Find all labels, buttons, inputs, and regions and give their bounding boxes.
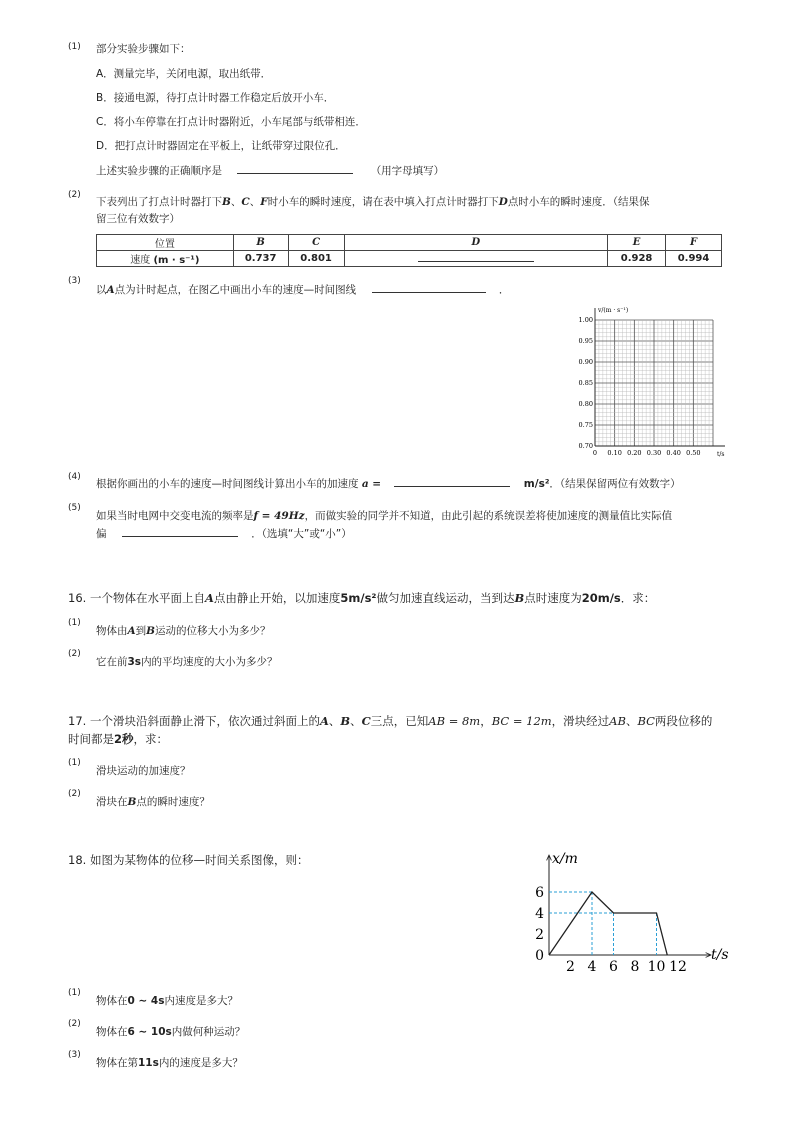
- part-number: (3): [68, 1050, 81, 1060]
- table-cell: 0.801: [288, 251, 344, 267]
- d-speed-blank[interactable]: [418, 253, 534, 262]
- table-cell: 0.928: [608, 251, 666, 267]
- text-run: 点的瞬时速度？: [136, 796, 210, 808]
- text-run: 内速度是多大？: [164, 995, 238, 1007]
- part-text: [96, 654, 278, 669]
- part-number: (1): [68, 618, 81, 628]
- text-run: ．求：: [620, 591, 656, 605]
- point-c: C: [361, 714, 371, 728]
- x-tick-label: 10: [647, 959, 666, 975]
- table-header-cell: C: [288, 235, 344, 251]
- text-run: 、: [328, 714, 341, 728]
- text-run: 两段位移的: [654, 714, 713, 728]
- part-number: (2): [68, 190, 81, 200]
- part-text-line2: 留三位有效数字）: [96, 213, 180, 225]
- text-run: 内做何种运动？: [171, 1026, 246, 1038]
- text-run: 根据你画出的小车的速度—时间图线计算出小车的加速度: [96, 478, 359, 490]
- point-c: C: [241, 196, 250, 208]
- point-d: D: [498, 196, 508, 208]
- position-series-line: [549, 892, 667, 955]
- y-tick-label: 0.85: [578, 379, 593, 387]
- part-text: [96, 194, 650, 209]
- y-tick-label: 0.75: [578, 421, 593, 429]
- part-text: [96, 623, 271, 638]
- x-tick-labels: [593, 449, 701, 457]
- part-number: (2): [68, 1019, 81, 1029]
- text-run: 点时速度为: [524, 591, 582, 605]
- text-run: 内的平均速度的大小为多少？: [141, 656, 278, 668]
- x-tick-label: 4: [587, 959, 597, 975]
- order-answer-blank[interactable]: [237, 163, 353, 174]
- table-header-cell: D: [344, 235, 608, 251]
- velocity-value: 20m/s: [581, 591, 621, 605]
- table-header-cell: F: [666, 235, 722, 251]
- part-text: [96, 1055, 243, 1070]
- text-run: 滑块在: [96, 796, 128, 808]
- text-run: 内的速度是多大？: [158, 1057, 243, 1069]
- time-value: 2秒: [114, 732, 134, 746]
- part-text: 部分实验步骤如下：: [96, 43, 191, 55]
- order-hint: （用字母填写）: [370, 165, 445, 177]
- part-number: (1): [68, 988, 81, 998]
- point-b: B: [514, 591, 525, 605]
- step-b: B．接通电源，待打点计时器工作稳定后放开小车．: [96, 92, 335, 104]
- point-b: B: [340, 714, 351, 728]
- question-17-stem: [68, 713, 712, 729]
- part-number: (3): [68, 276, 81, 286]
- step-d: D．把打点计时器固定在平板上，让纸带穿过限位孔．: [96, 140, 346, 152]
- text-run: 时间都是: [68, 732, 114, 746]
- text-run: 点时小车的瞬时速度．（结果保: [507, 196, 650, 208]
- velocity-time-grid-chart: [565, 300, 735, 460]
- part-text: [96, 993, 238, 1008]
- part-number: (4): [68, 472, 81, 482]
- part-text: 滑块运动的加速度？: [96, 765, 191, 777]
- point-b: B: [222, 196, 231, 208]
- question-18-stem: 18. 如图为某物体的位移—时间关系图像，则：: [68, 853, 309, 867]
- y-tick-label: 6: [535, 885, 544, 901]
- table-header-cell: E: [608, 235, 666, 251]
- time-value: 3s: [127, 656, 142, 668]
- y-axis-label: v/(m · s⁻¹): [598, 307, 629, 314]
- text-run: ．（结果保留两位有效数字）: [549, 478, 681, 490]
- text-run: 以: [96, 284, 107, 296]
- y-tick-label: 1.00: [578, 316, 593, 324]
- text-run: 如果当时电网中交变电流的频率是: [96, 510, 254, 522]
- point-b: B: [146, 625, 156, 637]
- part-number: (1): [68, 42, 81, 52]
- y-tick-label: 2: [535, 927, 544, 943]
- text-run: 16. 一个物体在水平面上自: [68, 591, 205, 605]
- text-run: 17. 一个滑块沿斜面静止滑下，依次通过斜面上的: [68, 714, 320, 728]
- x-axis-label: t/s: [711, 947, 729, 963]
- guide-lines: [549, 892, 657, 955]
- x-tick-label: 0.40: [666, 449, 681, 457]
- acceleration-blank[interactable]: [394, 476, 510, 487]
- part-number: (2): [68, 649, 81, 659]
- question-17-stem-line2: [68, 731, 168, 747]
- table-cell: 0.737: [233, 251, 288, 267]
- table-cell: 0.994: [666, 251, 722, 267]
- part-text: [96, 1024, 245, 1039]
- text-run: 它在前: [96, 656, 128, 668]
- text-run: 、: [249, 196, 261, 208]
- text-run: 点由静止开始，以加速度: [213, 591, 341, 605]
- x-tick-label: 2: [566, 959, 575, 975]
- graph-answer-blank[interactable]: [372, 282, 486, 293]
- y-tick-labels: [535, 885, 544, 964]
- speed-label: 速度: [130, 255, 151, 266]
- time-range: 0 ∼ 4s: [127, 995, 165, 1007]
- text-run: 三点，已知: [370, 714, 429, 728]
- text-run: ，求：: [133, 732, 169, 746]
- table-row: [97, 235, 722, 251]
- position-time-chart: [525, 845, 735, 975]
- point-a: A: [204, 591, 214, 605]
- table-cell: [344, 251, 608, 267]
- point-a: A: [106, 284, 115, 296]
- text-run: 下表列出了打点计时器打下: [96, 196, 222, 208]
- text-run: 、: [230, 196, 242, 208]
- text-run: 时小车的瞬时速度，请在表中填入打点计时器打下: [267, 196, 499, 208]
- chart-grid: [595, 320, 713, 446]
- part-text: [96, 476, 681, 491]
- x-tick-label: 8: [630, 959, 640, 975]
- y-tick-labels: [579, 316, 593, 450]
- speed-unit: (m · s⁻¹): [153, 255, 200, 266]
- part-text: [96, 794, 210, 809]
- y-tick-label: 0: [535, 948, 544, 964]
- x-tick-label: 12: [669, 959, 687, 975]
- part-number: (5): [68, 503, 81, 513]
- error-direction-blank[interactable]: [122, 526, 238, 537]
- question-16-stem: [68, 590, 655, 606]
- x-tick-label: 0: [592, 449, 598, 457]
- text-run: 、: [350, 714, 362, 728]
- frequency-value: f = 49Hz: [253, 510, 305, 522]
- text-run: ，而做实验的同学并不知道，由此引起的系统误差将使加速度的测量值比实际值: [304, 510, 673, 522]
- text-run: 偏: [96, 528, 107, 540]
- step-c: C．将小车停靠在打点计时器附近，小车尾部与纸带相连．: [96, 116, 366, 128]
- table-row: [97, 251, 722, 267]
- x-tick-label: 0.20: [627, 449, 642, 457]
- speed-table: [96, 234, 722, 267]
- text-run: 做匀加速直线运动，当到达: [376, 591, 515, 605]
- text-run: 物体由: [96, 625, 128, 637]
- text-run: 、: [625, 714, 638, 728]
- y-axis-label: x/m: [552, 851, 578, 867]
- segment-bc: BC: [637, 714, 655, 728]
- y-tick-label: 0.70: [578, 442, 593, 450]
- time-value: 11s: [138, 1057, 159, 1069]
- text-run: ．（选填“大”或“小”）: [251, 528, 352, 540]
- point-b: B: [127, 796, 137, 808]
- text-run: ，滑块经过: [551, 714, 610, 728]
- part-text: [96, 282, 509, 297]
- acceleration-unit: m/s²: [523, 478, 550, 490]
- order-prompt: 上述实验步骤的正确顺序是: [96, 165, 222, 177]
- text-run: 运动的位移大小为多少？: [155, 625, 271, 637]
- text-run: ，: [480, 714, 492, 728]
- table-cell: [97, 251, 234, 267]
- y-tick-label: 0.90: [578, 358, 593, 366]
- x-tick-label: 6: [609, 959, 618, 975]
- order-question: [96, 163, 444, 178]
- acceleration-value: 5m/s²: [340, 591, 377, 605]
- ab-length: AB = 8m: [428, 714, 481, 728]
- text-run: ．: [498, 284, 510, 296]
- step-a: A．测量完毕，关闭电源，取出纸带．: [96, 68, 272, 80]
- part-text-line2: [96, 526, 352, 541]
- text-run: 物体在: [96, 995, 128, 1007]
- x-tick-label: 0.50: [686, 449, 701, 457]
- table-header-cell: 位置: [97, 235, 234, 251]
- y-tick-label: 4: [535, 906, 544, 922]
- y-tick-label: 0.95: [578, 337, 593, 345]
- text-run: 物体在: [96, 1026, 128, 1038]
- x-tick-label: 0.30: [646, 449, 662, 457]
- time-range: 6 ∼ 10s: [127, 1026, 172, 1038]
- x-tick-label: 0.10: [607, 449, 622, 457]
- x-tick-labels: [566, 959, 687, 975]
- point-a: A: [319, 714, 329, 728]
- x-axis-label: t/s: [717, 451, 725, 458]
- acceleration-variable: a =: [361, 478, 382, 490]
- part-number: (1): [68, 758, 81, 768]
- part-text: [96, 508, 672, 523]
- table-header-cell: B: [233, 235, 288, 251]
- text-run: 点为计时起点，在图乙中画出小车的速度—时间图线: [114, 284, 357, 296]
- point-a: A: [127, 625, 136, 637]
- segment-ab: AB: [609, 714, 626, 728]
- y-tick-label: 0.80: [578, 400, 593, 408]
- bc-length: BC = 12m: [491, 714, 552, 728]
- text-run: 物体在第: [96, 1057, 138, 1069]
- text-run: 到: [135, 625, 147, 637]
- part-number: (2): [68, 789, 81, 799]
- point-f: F: [260, 196, 268, 208]
